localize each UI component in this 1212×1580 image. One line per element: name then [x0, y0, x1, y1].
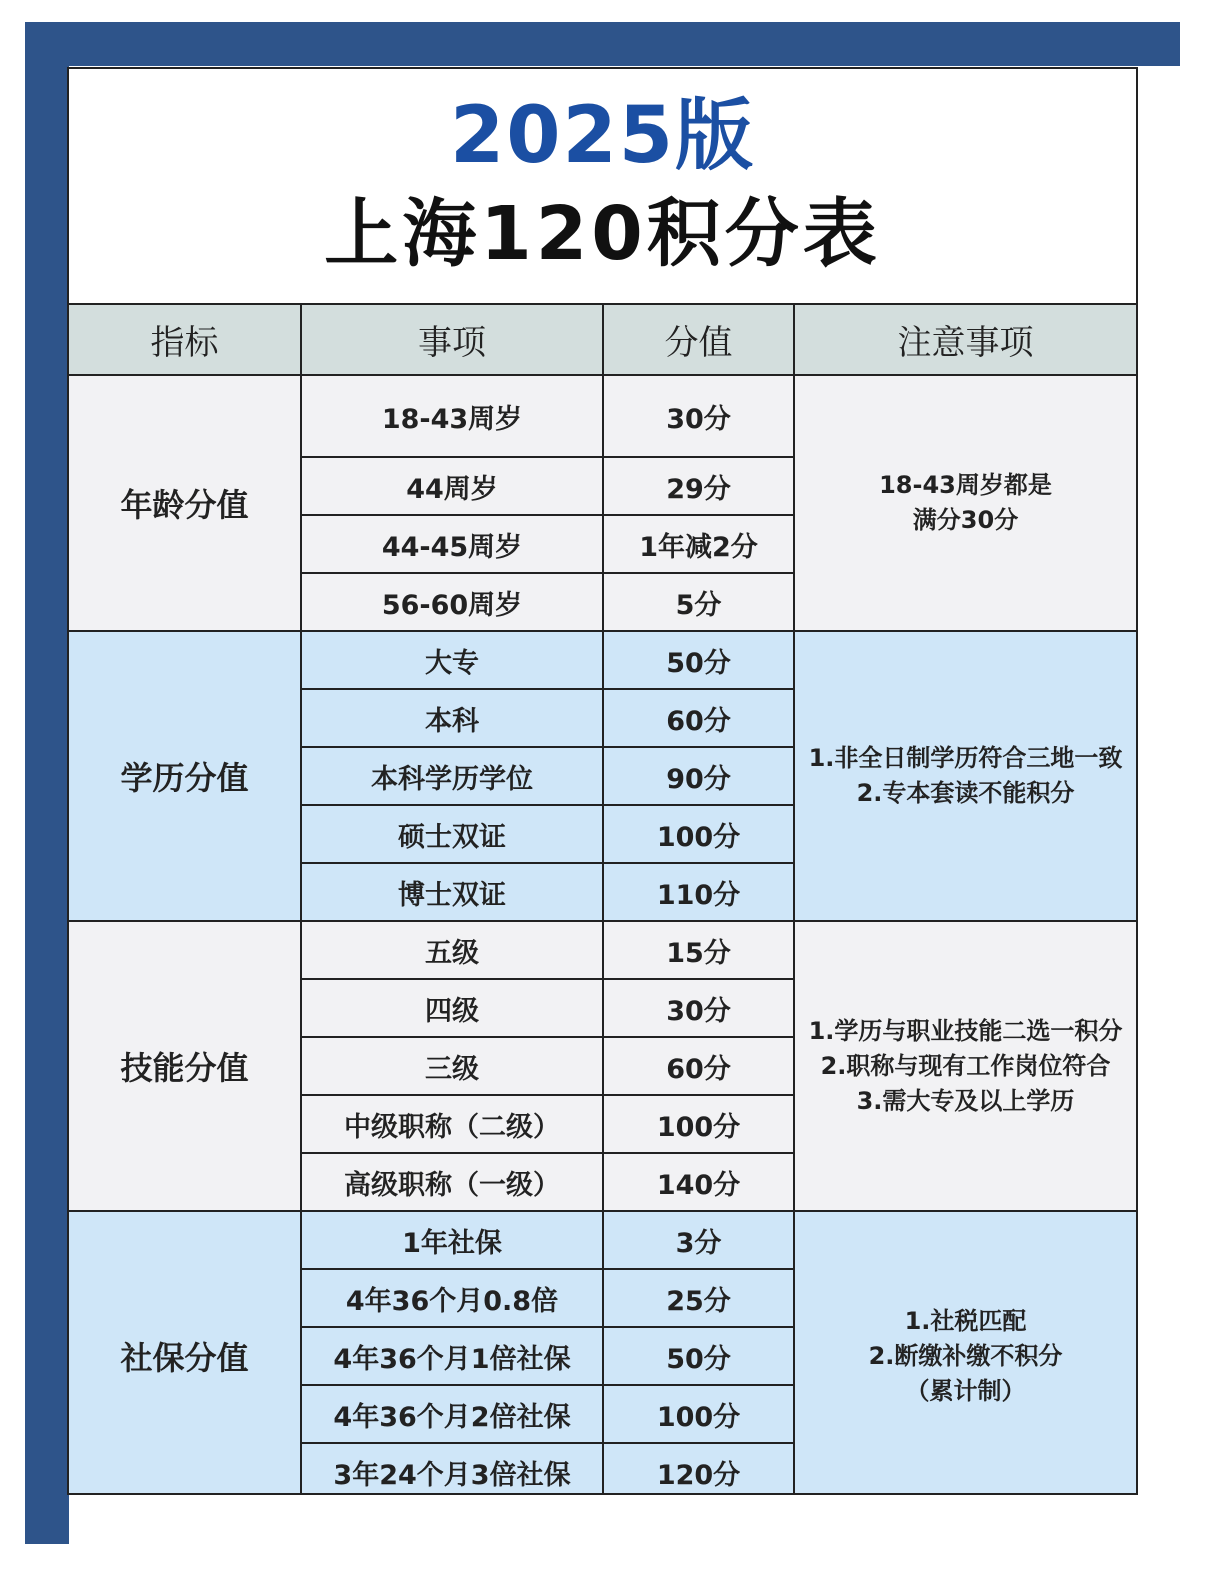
score-cell: 50分	[603, 631, 794, 689]
item-cell: 大专	[301, 631, 603, 689]
item-cell: 博士双证	[301, 863, 603, 921]
table-row	[69, 375, 1136, 457]
item-cell: 中级职称（二级）	[301, 1095, 603, 1153]
score-cell: 50分	[603, 1327, 794, 1385]
note-line: 18-43周岁都是	[879, 471, 1052, 499]
note-line: （累计制）	[905, 1376, 1026, 1405]
score-cell: 15分	[603, 921, 794, 979]
note-cell	[794, 921, 1136, 1211]
item-cell: 18-43周岁	[301, 375, 603, 457]
category-cell: 学历分值	[69, 631, 301, 921]
score-cell: 25分	[603, 1269, 794, 1327]
note-line: 1.学历与职业技能二选一积分	[808, 1016, 1123, 1045]
note-line: 2.职称与现有工作岗位符合	[820, 1051, 1111, 1080]
score-cell: 100分	[603, 1385, 794, 1443]
note-line: 2.专本套读不能积分	[856, 779, 1075, 807]
item-cell: 本科	[301, 689, 603, 747]
title-main: 上海120积分表	[324, 191, 881, 277]
score-cell: 100分	[603, 1095, 794, 1153]
item-cell: 56-60周岁	[301, 573, 603, 631]
table-row	[69, 631, 1136, 689]
header-score: 分值	[603, 305, 794, 375]
note-line: 1.社税匹配	[904, 1306, 1027, 1335]
item-cell: 4年36个月0.8倍	[301, 1269, 603, 1327]
score-table	[69, 305, 1136, 1495]
item-cell: 4年36个月2倍社保	[301, 1385, 603, 1443]
note-line: 3.需大专及以上学历	[856, 1086, 1075, 1115]
note-line: 1.非全日制学历符合三地一致	[808, 744, 1123, 772]
score-cell: 29分	[603, 457, 794, 515]
score-sheet	[67, 67, 1138, 1495]
score-cell: 110分	[603, 863, 794, 921]
item-cell: 硕士双证	[301, 805, 603, 863]
table-body	[69, 375, 1136, 1495]
item-cell: 本科学历学位	[301, 747, 603, 805]
note-cell	[794, 1211, 1136, 1495]
item-cell: 44周岁	[301, 457, 603, 515]
score-cell: 5分	[603, 573, 794, 631]
table-header-row	[69, 305, 1136, 375]
item-cell: 高级职称（一级）	[301, 1153, 603, 1211]
table-row	[69, 921, 1136, 979]
header-notes: 注意事项	[794, 305, 1136, 375]
item-cell: 4年36个月1倍社保	[301, 1327, 603, 1385]
title-version: 2025版	[449, 91, 756, 181]
category-cell: 社保分值	[69, 1211, 301, 1495]
item-cell: 四级	[301, 979, 603, 1037]
score-cell: 3分	[603, 1211, 794, 1269]
note-cell	[794, 631, 1136, 921]
note-cell	[794, 375, 1136, 631]
title-area	[69, 69, 1136, 305]
note-line: 2.断缴补缴不积分	[868, 1341, 1063, 1370]
category-cell: 年龄分值	[69, 375, 301, 631]
item-cell: 44-45周岁	[301, 515, 603, 573]
score-cell: 30分	[603, 375, 794, 457]
note-line: 满分30分	[912, 506, 1019, 534]
header-item: 事项	[301, 305, 603, 375]
table-row	[69, 1211, 1136, 1269]
item-cell: 五级	[301, 921, 603, 979]
item-cell: 1年社保	[301, 1211, 603, 1269]
score-cell: 30分	[603, 979, 794, 1037]
score-cell: 120分	[603, 1443, 794, 1495]
category-cell: 技能分值	[69, 921, 301, 1211]
item-cell: 三级	[301, 1037, 603, 1095]
score-cell: 1年减2分	[603, 515, 794, 573]
score-cell: 90分	[603, 747, 794, 805]
score-cell: 140分	[603, 1153, 794, 1211]
score-cell: 60分	[603, 1037, 794, 1095]
score-cell: 100分	[603, 805, 794, 863]
header-indicator: 指标	[69, 305, 301, 375]
score-cell: 60分	[603, 689, 794, 747]
item-cell: 3年24个月3倍社保	[301, 1443, 603, 1495]
